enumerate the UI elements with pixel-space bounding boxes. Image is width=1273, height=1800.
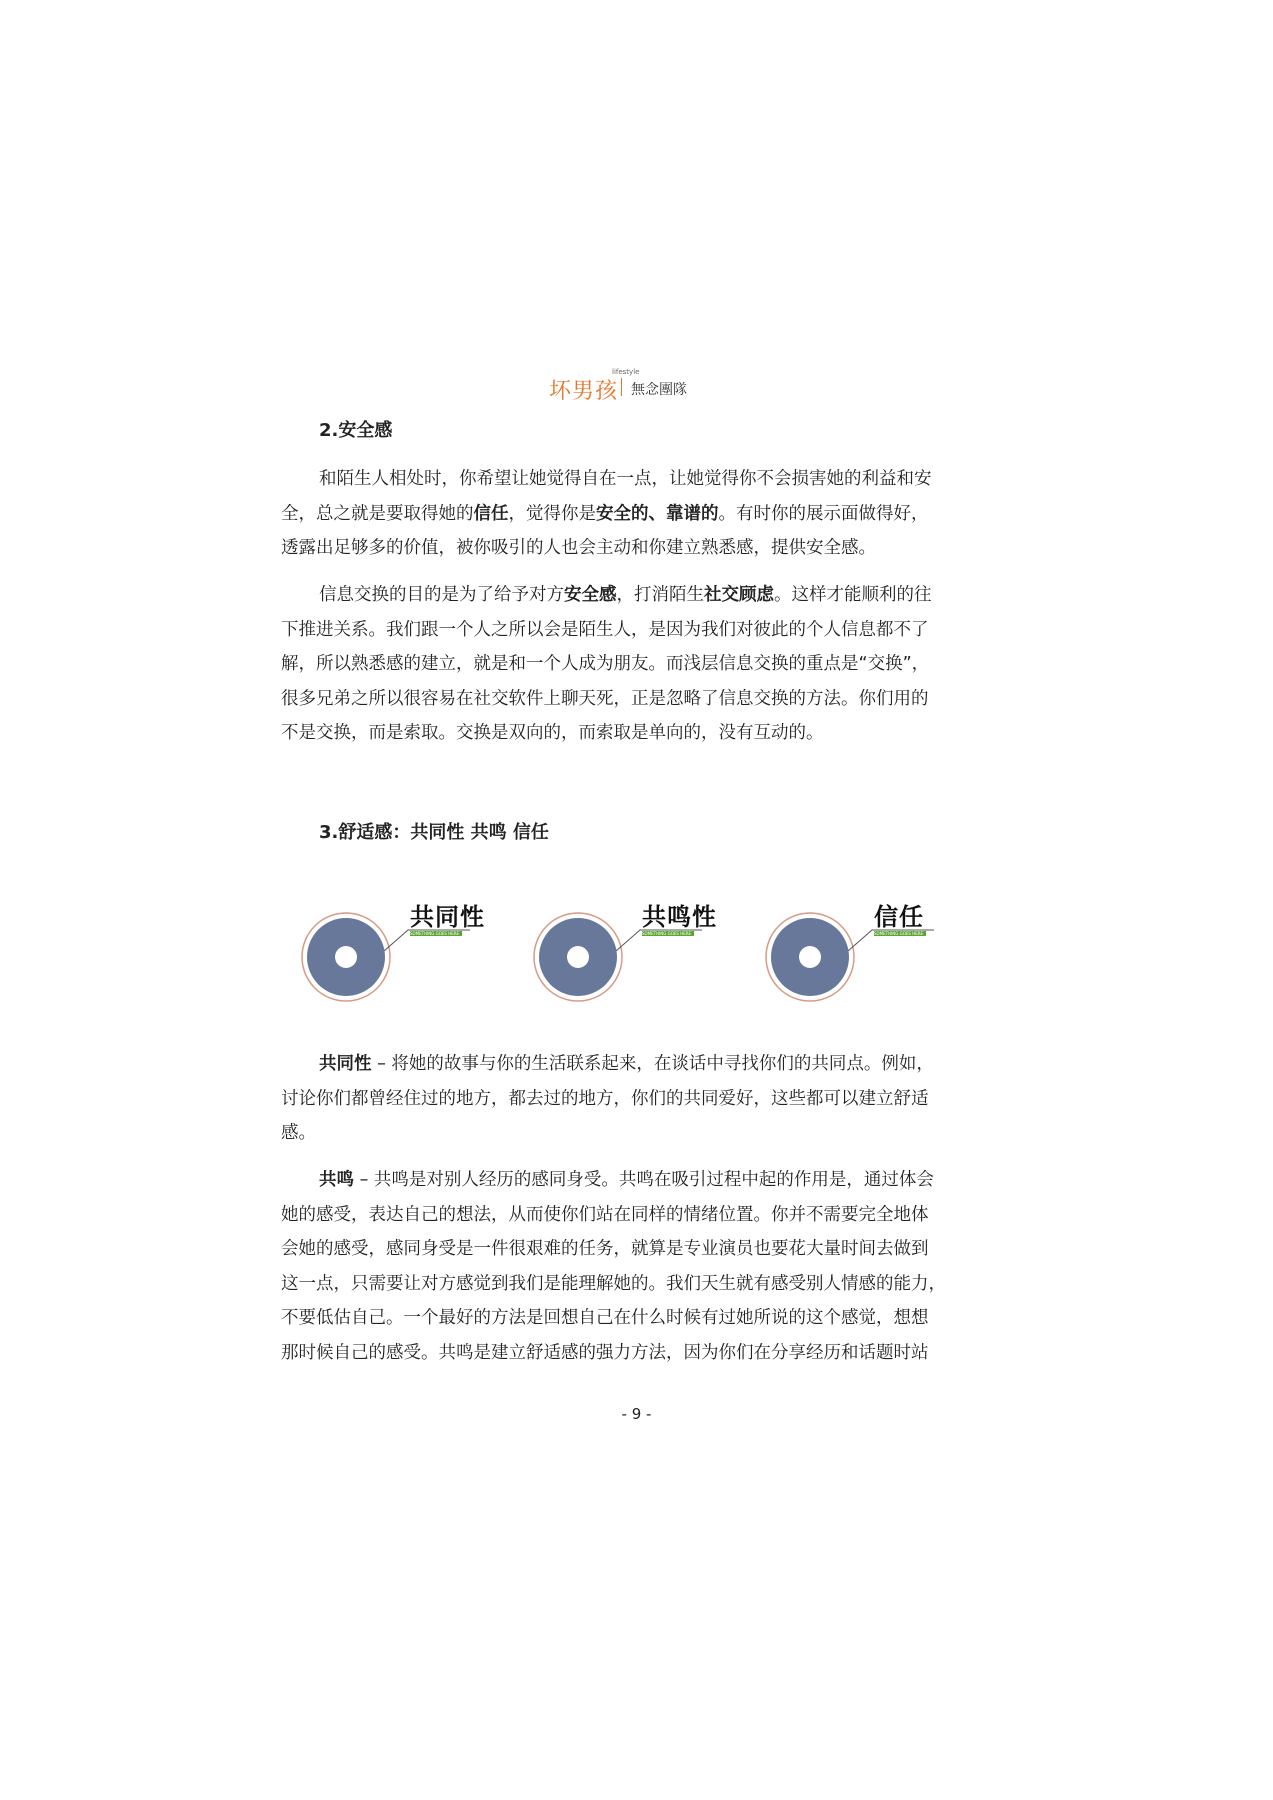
disc-center (335, 946, 357, 968)
diagram-caption: SOMETHING GOES HERE (874, 931, 924, 936)
text-line: 这一点，只需要让对方感觉到我们是能理解她的。我们天生就有感受别人情感的能力， (281, 1273, 946, 1294)
text-line: 解，所以熟悉感的建立，就是和一个人成为朋友。而浅层信息交换的重点是“交换”， (281, 654, 930, 674)
text-line: 下推进关系。我们跟一个人之所以会是陌生人，是因为我们对彼此的个人信息都不了 (281, 619, 929, 640)
logo-main-text: 坏男孩 (549, 379, 619, 404)
text-line: 透露出足够多的价值，被你吸引的人也会主动和你建立熟悉感，提供安全感。 (281, 538, 876, 558)
bold-term: 安全感 (564, 585, 617, 605)
diagram-caption-bar (642, 931, 694, 936)
bold-term: 社交顾虑 (704, 585, 774, 605)
section-2-paragraph-1 (281, 462, 1003, 566)
logo-subtitle: 無念團隊 (631, 382, 687, 398)
text-line: 她的感受，表达自己的想法，从而使你们站在同样的情绪位置。你并不需要完全地体 (281, 1204, 929, 1225)
text-line: 和陌生人相处时，你希望让她觉得自在一点，让她觉得你不会损害她的利益和安 (319, 469, 932, 489)
text-line: 感。 (281, 1123, 316, 1143)
commonality-paragraph (281, 1047, 1003, 1151)
section-3-heading: 3.舒适感：共同性 共鸣 信任 (319, 822, 549, 843)
section-2-heading: 2.安全感 (319, 420, 393, 441)
logo-divider (621, 378, 622, 396)
text-line: 共同性 – 将她的故事与你的生活联系起来，在谈话中寻找你们的共同点。例如， (319, 1054, 934, 1074)
header-logo (549, 368, 729, 402)
text-line: 全，总之就是要取得她的信任，觉得你是安全的、靠谱的。有时你的展示面做得好， (281, 503, 929, 524)
disc-center (567, 946, 589, 968)
diagram-caption-bar (874, 931, 926, 936)
bold-term: 共鸣 (319, 1170, 354, 1190)
bold-term: 共同性 (319, 1054, 372, 1074)
page-number: - 9 - (621, 1405, 652, 1423)
concept-diagram (300, 895, 980, 1015)
diagram-caption: SOMETHING GOES HERE (642, 931, 692, 936)
text-line: 很多兄弟之所以很容易在社交软件上聊天死，正是忽略了信息交换的方法。你们用的 (281, 688, 929, 709)
diagram-caption: SOMETHING GOES HERE (410, 931, 460, 936)
text-line: 不是交换，而是索取。交换是双向的，而索取是单向的，没有互动的。 (281, 723, 824, 743)
bold-term: 安全的、靠谱的 (596, 503, 719, 524)
diagram-label: 共同性 (410, 903, 485, 931)
text-line: 不要低估自己。一个最好的方法是回想自己在什么时候有过她所说的这个感觉，想想 (281, 1308, 929, 1328)
text-line: 讨论你们都曾经住过的地方，都去过的地方，你们的共同爱好，这些都可以建立舒适 (281, 1088, 929, 1109)
diagram-caption-bar (410, 931, 462, 936)
text-line: 会她的感受，感同身受是一件很艰难的任务，就算是专业演员也要花大量时间去做到 (281, 1239, 929, 1259)
text-line: 信息交换的目的是为了给予对方安全感，打消陌生社交顾虑。这样才能顺利的往 (319, 585, 932, 605)
resonance-paragraph (281, 1163, 1003, 1370)
disc-center (799, 946, 821, 968)
section-2-paragraph-2 (281, 578, 1003, 751)
bold-term: 信任 (473, 503, 509, 524)
text-line: 共鸣 – 共鸣是对别人经历的感同身受。共鸣在吸引过程中起的作用是，通过体会 (319, 1170, 934, 1190)
diagram-label: 信任 (874, 903, 924, 931)
diagram-label: 共鸣性 (642, 903, 717, 931)
logo-small-text: lifestyle (612, 368, 640, 376)
text-line: 那时候自己的感受。共鸣是建立舒适感的强力方法，因为你们在分享经历和话题时站 (281, 1342, 929, 1363)
